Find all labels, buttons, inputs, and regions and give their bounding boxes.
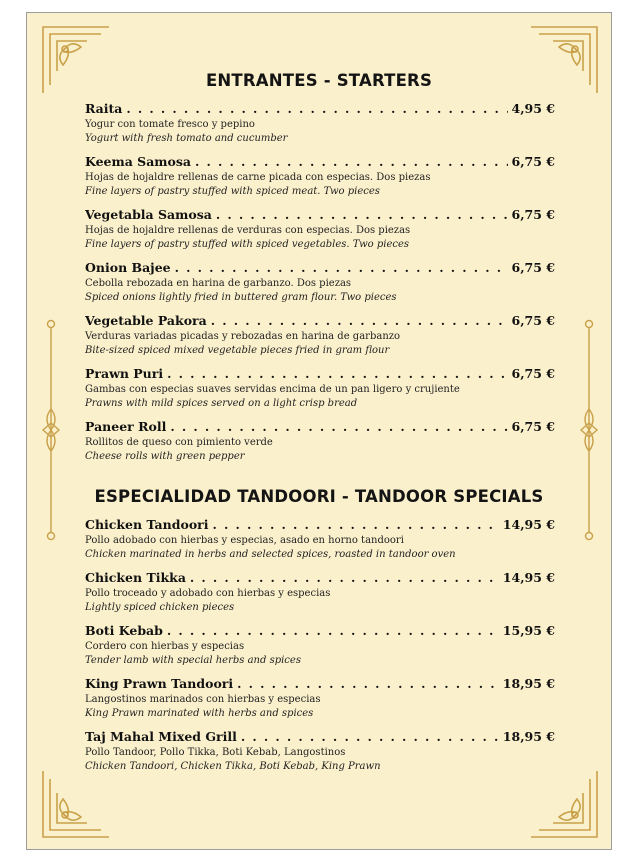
item-name: Chicken Tandoori (85, 517, 209, 532)
section-heading-starters: ENTRANTES - STARTERS (205, 71, 433, 90)
item-name: Onion Bajee (85, 260, 171, 275)
item-description-en: Yogurt with fresh tomato and cucumber (85, 133, 288, 144)
item-description-es: Pollo troceado y adobado con hierbas y especias (85, 588, 331, 599)
item-name: Taj Mahal Mixed Grill (85, 729, 237, 744)
item-description-en: Chicken Tandoori, Chicken Tikka, Boti Kebab, King Prawn (85, 761, 381, 772)
dot-leader (175, 260, 508, 275)
item-description-en: Tender lamb with special herbs and spices (85, 655, 301, 666)
menu-item (85, 207, 555, 252)
dot-leader (170, 419, 507, 434)
item-description-es: Hojas de hojaldre rellenas de verduras con especias. Dos piezas (85, 225, 411, 236)
item-name: Raita (85, 101, 123, 116)
item-description-es: Langostinos marinados con hierbas y especias (85, 694, 321, 705)
dot-leader (126, 101, 507, 116)
item-description-es: Pollo adobado con hierbas y especias, asado en horno tandoori (85, 535, 404, 546)
item-description-es: Cebolla rebozada en harina de garbanzo. Dos piezas (85, 278, 352, 289)
side-ornament-left (41, 319, 61, 541)
menu-item (85, 676, 555, 721)
item-description-es: Verduras variadas picadas y rebozadas en harina de garbanzo (85, 331, 401, 342)
item-description-en: Fine layers of pastry stuffed with spiced meat. Two pieces (85, 186, 380, 197)
item-description-en: Prawns with mild spices served on a light crisp bread (85, 398, 358, 409)
side-ornament-right (579, 319, 599, 541)
item-name: Paneer Roll (85, 419, 167, 434)
item-price: 18,95 € (502, 676, 555, 691)
item-description-es: Gambas con especias suaves servidas encima de un pan ligero y crujiente (85, 384, 460, 395)
corner-ornament-bottom-right (529, 769, 599, 839)
item-description-en: Lightly spiced chicken pieces (85, 602, 235, 613)
item-description-en: Bite-sized spiced mixed vegetable pieces fried in gram flour (85, 345, 390, 356)
item-description-es: Cordero con hierbas y especias (85, 641, 245, 652)
item-name: King Prawn Tandoori (85, 676, 234, 691)
menu-item (85, 623, 555, 668)
menu-item (85, 366, 555, 411)
dot-leader (190, 570, 499, 585)
menu-page (26, 12, 612, 850)
item-price: 6,75 € (511, 154, 555, 169)
item-description-es: Yogur con tomate fresco y pepino (85, 119, 255, 130)
dot-leader (237, 676, 499, 691)
item-name: Keema Samosa (85, 154, 191, 169)
item-price: 6,75 € (511, 419, 555, 434)
item-name: Vegetabla Samosa (85, 207, 212, 222)
item-price: 6,75 € (511, 260, 555, 275)
item-description-es: Rollitos de queso con pimiento verde (85, 437, 273, 448)
dot-leader (211, 313, 508, 328)
section-heading-tandoor-specials: ESPECIALIDAD TANDOORI - TANDOOR SPECIALS (94, 487, 544, 506)
item-name: Prawn Puri (85, 366, 164, 381)
item-price: 15,95 € (502, 623, 555, 638)
item-price: 14,95 € (502, 517, 555, 532)
menu-item (85, 101, 555, 146)
dot-leader (241, 729, 499, 744)
menu-item (85, 729, 555, 774)
dot-leader (216, 207, 508, 222)
dot-leader (167, 366, 507, 381)
item-description-es: Pollo Tandoor, Pollo Tikka, Boti Kebab, Langostinos (85, 747, 346, 758)
item-description-en: Fine layers of pastry stuffed with spiced vegetables. Two pieces (85, 239, 410, 250)
menu-item (85, 154, 555, 199)
menu-item (85, 517, 555, 562)
menu-item (85, 419, 555, 464)
dot-leader (213, 517, 499, 532)
item-description-en: Spiced onions lightly fried in buttered gram flour. Two pieces (85, 292, 397, 303)
item-description-en: Chicken marinated in herbs and selected spices, roasted in tandoor oven (85, 549, 456, 560)
dot-leader (195, 154, 508, 169)
menu-item (85, 570, 555, 615)
item-name: Chicken Tikka (85, 570, 186, 585)
item-price: 6,75 € (511, 366, 555, 381)
menu-item (85, 260, 555, 305)
item-description-es: Hojas de hojaldre rellenas de carne picada con especias. Dos piezas (85, 172, 431, 183)
item-price: 6,75 € (511, 207, 555, 222)
item-price: 18,95 € (502, 729, 555, 744)
item-name: Vegetable Pakora (85, 313, 207, 328)
corner-ornament-bottom-left (41, 769, 111, 839)
menu-item (85, 313, 555, 358)
dot-leader (167, 623, 499, 638)
item-price: 14,95 € (502, 570, 555, 585)
item-name: Boti Kebab (85, 623, 163, 638)
item-description-en: Cheese rolls with green pepper (85, 451, 245, 462)
item-price: 4,95 € (511, 101, 555, 116)
item-price: 6,75 € (511, 313, 555, 328)
item-description-en: King Prawn marinated with herbs and spices (85, 708, 314, 719)
